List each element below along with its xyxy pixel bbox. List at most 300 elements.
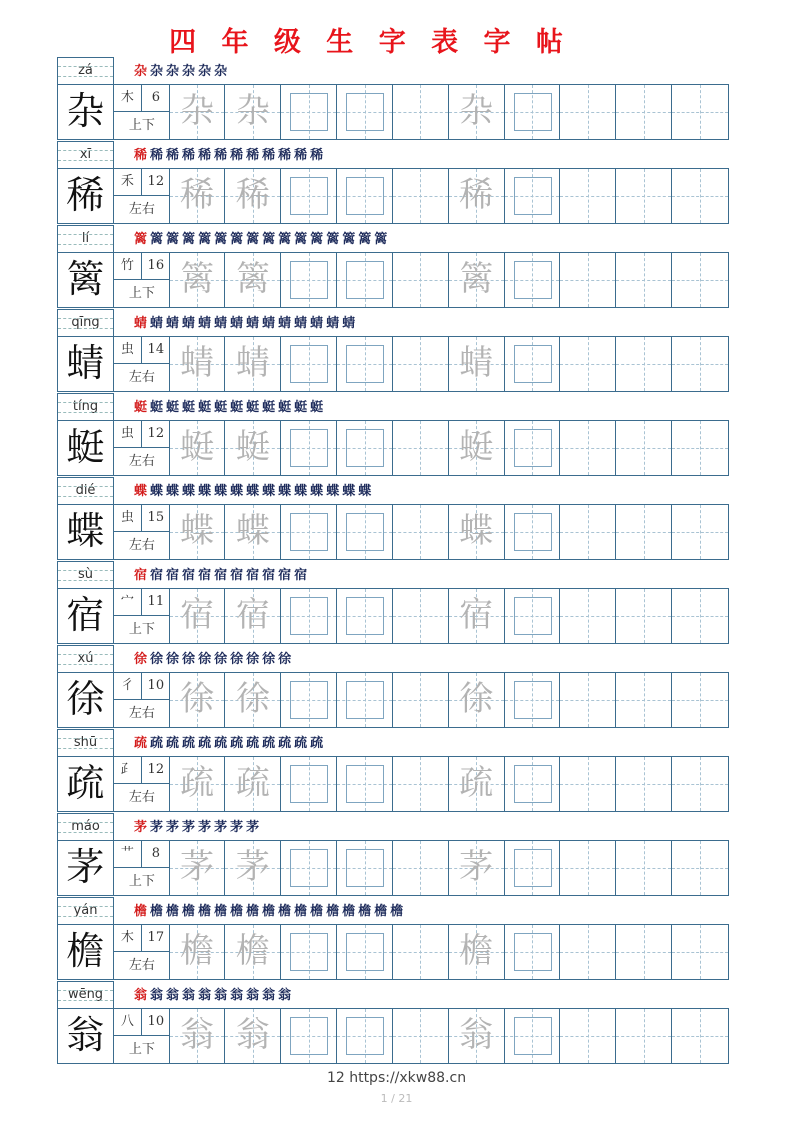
radical: 艹: [114, 841, 142, 868]
stroke-step: 篱: [342, 232, 359, 247]
practice-cell[interactable]: [616, 421, 672, 475]
stroke-step: 稀: [214, 148, 231, 163]
trace-cell[interactable]: [449, 85, 505, 139]
character-block: [57, 981, 729, 1065]
trace-cell[interactable]: [225, 253, 281, 307]
trace-cell[interactable]: [449, 1009, 505, 1063]
inner-box: [514, 93, 552, 131]
practice-cell[interactable]: [672, 337, 728, 391]
practice-cell[interactable]: [672, 757, 728, 811]
practice-cell[interactable]: [393, 1009, 449, 1063]
practice-cell[interactable]: [672, 673, 728, 727]
trace-character: 疏: [459, 763, 494, 803]
boxed-practice-cell[interactable]: [337, 1009, 393, 1063]
stroke-step: 蜓: [182, 400, 199, 415]
character-row: [57, 504, 729, 560]
practice-cell[interactable]: [616, 841, 672, 895]
stroke-step: 蜻: [310, 316, 327, 331]
trace-cell[interactable]: [170, 673, 226, 727]
practice-cell[interactable]: [560, 421, 616, 475]
trace-cell[interactable]: [170, 925, 226, 979]
stroke-step: 徐: [246, 652, 263, 667]
stroke-step: 篱: [246, 232, 263, 247]
boxed-practice-cell[interactable]: [505, 589, 561, 643]
model-character: 杂: [58, 85, 114, 139]
stroke-order: [134, 144, 326, 163]
inner-box: [290, 261, 328, 299]
practice-cell[interactable]: [672, 589, 728, 643]
trace-character: 稀: [459, 175, 494, 215]
stroke-order: [134, 732, 326, 751]
pinyin-row: [57, 645, 729, 672]
trace-cell[interactable]: [225, 169, 281, 223]
inner-box: [346, 681, 384, 719]
practice-cell[interactable]: [560, 1009, 616, 1063]
stroke-step: 杂: [134, 64, 151, 79]
stroke-step: 蜓: [198, 400, 215, 415]
boxed-practice-cell[interactable]: [337, 253, 393, 307]
stroke-step: 疏: [150, 736, 167, 751]
stroke-step: 蝶: [278, 484, 295, 499]
trace-character: 蜓: [235, 427, 270, 467]
stroke-step: 徐: [166, 652, 183, 667]
boxed-practice-cell[interactable]: [505, 757, 561, 811]
stroke-step: 蝶: [150, 484, 167, 499]
pinyin-row: [57, 309, 729, 336]
stroke-step: 徐: [150, 652, 167, 667]
inner-box: [514, 933, 552, 971]
stroke-step: 稀: [134, 148, 151, 163]
stroke-count: 8: [142, 841, 170, 868]
practice-cell[interactable]: [616, 925, 672, 979]
stroke-step: 蜓: [150, 400, 167, 415]
stroke-step: 篱: [214, 232, 231, 247]
practice-cell[interactable]: [393, 253, 449, 307]
stroke-count: 12: [142, 169, 170, 196]
stroke-step: 蝶: [198, 484, 215, 499]
trace-cell[interactable]: [449, 337, 505, 391]
boxed-practice-cell[interactable]: [505, 841, 561, 895]
boxed-practice-cell[interactable]: [505, 1009, 561, 1063]
boxed-practice-cell[interactable]: [505, 673, 561, 727]
stroke-step: 蜻: [166, 316, 183, 331]
trace-character: 宿: [235, 595, 270, 635]
trace-character: 徐: [235, 679, 270, 719]
boxed-practice-cell[interactable]: [505, 505, 561, 559]
inner-box: [290, 933, 328, 971]
stroke-step: 疏: [246, 736, 263, 751]
radical: 彳: [114, 673, 142, 700]
practice-cell[interactable]: [616, 169, 672, 223]
practice-cell[interactable]: [672, 85, 728, 139]
stroke-count: 10: [142, 1009, 170, 1036]
inner-box: [346, 261, 384, 299]
boxed-practice-cell[interactable]: [505, 925, 561, 979]
inner-box: [290, 597, 328, 635]
practice-cell[interactable]: [560, 673, 616, 727]
boxed-practice-cell[interactable]: [337, 673, 393, 727]
pinyin-row: [57, 897, 729, 924]
boxed-practice-cell[interactable]: [281, 337, 337, 391]
stroke-step: 蜻: [262, 316, 279, 331]
practice-cell[interactable]: [616, 505, 672, 559]
stroke-step: 蜓: [310, 400, 327, 415]
stroke-step: 檐: [134, 904, 151, 919]
stroke-step: 茅: [134, 820, 151, 835]
stroke-step: 疏: [294, 736, 311, 751]
stroke-step: 蜻: [230, 316, 247, 331]
trace-cell[interactable]: [225, 1009, 281, 1063]
pinyin: qīng: [58, 309, 114, 336]
trace-cell[interactable]: [170, 505, 226, 559]
practice-cell[interactable]: [616, 85, 672, 139]
practice-cell[interactable]: [393, 85, 449, 139]
trace-cell[interactable]: [449, 589, 505, 643]
stroke-step: 翁: [166, 988, 183, 1003]
pinyin-row: [57, 141, 729, 168]
stroke-step: 稀: [262, 148, 279, 163]
pinyin-row: [57, 477, 729, 504]
trace-character: 檐: [235, 931, 270, 971]
model-character: 疏: [58, 757, 114, 811]
stroke-count: 6: [142, 85, 170, 112]
stroke-step: 杂: [150, 64, 167, 79]
practice-cell[interactable]: [672, 925, 728, 979]
trace-character: 杂: [180, 91, 215, 131]
inner-box: [346, 849, 384, 887]
character-row: [57, 840, 729, 896]
practice-cell[interactable]: [560, 337, 616, 391]
pinyin: dié: [58, 477, 114, 504]
inner-box: [346, 93, 384, 131]
trace-character: 篱: [180, 259, 215, 299]
pinyin-row: [57, 393, 729, 420]
stroke-step: 蝶: [134, 484, 151, 499]
stroke-step: 蝶: [214, 484, 231, 499]
boxed-practice-cell[interactable]: [281, 253, 337, 307]
stroke-step: 檐: [342, 904, 359, 919]
stroke-step: 翁: [278, 988, 295, 1003]
stroke-step: 稀: [198, 148, 215, 163]
practice-cell[interactable]: [616, 1009, 672, 1063]
practice-cell[interactable]: [393, 337, 449, 391]
model-character: 翁: [58, 1009, 114, 1063]
trace-character: 稀: [235, 175, 270, 215]
trace-cell[interactable]: [225, 85, 281, 139]
stroke-step: 疏: [198, 736, 215, 751]
practice-cell[interactable]: [616, 337, 672, 391]
pinyin: lí: [58, 225, 114, 252]
practice-cell[interactable]: [560, 841, 616, 895]
trace-cell[interactable]: [225, 505, 281, 559]
trace-character: 蜓: [180, 427, 215, 467]
stroke-step: 茅: [230, 820, 247, 835]
trace-character: 徐: [459, 679, 494, 719]
stroke-step: 疏: [214, 736, 231, 751]
structure: 左右: [128, 538, 155, 553]
trace-cell[interactable]: [449, 925, 505, 979]
character-block: [57, 225, 729, 309]
trace-cell[interactable]: [170, 253, 226, 307]
character-block: [57, 57, 729, 141]
boxed-practice-cell[interactable]: [505, 337, 561, 391]
character-row: [57, 420, 729, 476]
structure: 左右: [128, 706, 155, 721]
boxed-practice-cell[interactable]: [505, 85, 561, 139]
boxed-practice-cell[interactable]: [281, 925, 337, 979]
practice-cell[interactable]: [393, 841, 449, 895]
practice-cell[interactable]: [560, 85, 616, 139]
boxed-practice-cell[interactable]: [281, 841, 337, 895]
character-row: [57, 1008, 729, 1064]
character-row: [57, 588, 729, 644]
practice-cell[interactable]: [560, 253, 616, 307]
practice-cell[interactable]: [560, 757, 616, 811]
boxed-practice-cell[interactable]: [281, 505, 337, 559]
stroke-step: 蝶: [358, 484, 375, 499]
stroke-step: 蜻: [246, 316, 263, 331]
boxed-practice-cell[interactable]: [281, 673, 337, 727]
character-block: [57, 897, 729, 981]
practice-cell[interactable]: [560, 589, 616, 643]
trace-cell[interactable]: [170, 169, 226, 223]
character-info: [114, 337, 170, 391]
stroke-step: 宿: [182, 568, 199, 583]
stroke-step: 篱: [278, 232, 295, 247]
trace-cell[interactable]: [225, 337, 281, 391]
boxed-practice-cell[interactable]: [337, 169, 393, 223]
inner-box: [346, 429, 384, 467]
trace-character: 蜻: [180, 343, 215, 383]
character-row: [57, 168, 729, 224]
trace-cell[interactable]: [170, 1009, 226, 1063]
practice-cell[interactable]: [672, 505, 728, 559]
trace-cell[interactable]: [225, 757, 281, 811]
stroke-step: 蝶: [166, 484, 183, 499]
stroke-step: 徐: [214, 652, 231, 667]
inner-box: [290, 681, 328, 719]
trace-cell[interactable]: [170, 841, 226, 895]
stroke-step: 蜻: [294, 316, 311, 331]
inner-box: [290, 93, 328, 131]
trace-cell[interactable]: [449, 673, 505, 727]
trace-cell[interactable]: [225, 589, 281, 643]
boxed-practice-cell[interactable]: [505, 421, 561, 475]
character-info: [114, 505, 170, 559]
stroke-order: [134, 228, 390, 247]
practice-cell[interactable]: [672, 1009, 728, 1063]
trace-cell[interactable]: [170, 85, 226, 139]
model-character: 檐: [58, 925, 114, 979]
trace-character: 疏: [235, 763, 270, 803]
stroke-step: 徐: [134, 652, 151, 667]
stroke-step: 宿: [214, 568, 231, 583]
trace-character: 茅: [235, 847, 270, 887]
trace-cell[interactable]: [449, 253, 505, 307]
practice-cell[interactable]: [393, 169, 449, 223]
boxed-practice-cell[interactable]: [505, 253, 561, 307]
trace-character: 蝶: [235, 511, 270, 551]
stroke-order: [134, 396, 326, 415]
stroke-step: 蜻: [134, 316, 151, 331]
pinyin: wēng: [58, 981, 114, 1008]
stroke-step: 檐: [278, 904, 295, 919]
practice-cell[interactable]: [393, 589, 449, 643]
stroke-step: 篱: [326, 232, 343, 247]
practice-cell[interactable]: [616, 673, 672, 727]
structure: 上下: [128, 118, 155, 133]
trace-cell[interactable]: [449, 757, 505, 811]
stroke-step: 茅: [214, 820, 231, 835]
boxed-practice-cell[interactable]: [281, 421, 337, 475]
stroke-step: 翁: [246, 988, 263, 1003]
trace-cell[interactable]: [170, 757, 226, 811]
structure: 左右: [128, 202, 155, 217]
stroke-step: 宿: [166, 568, 183, 583]
pinyin: xī: [58, 141, 114, 168]
pinyin: yán: [58, 897, 114, 924]
boxed-practice-cell[interactable]: [281, 1009, 337, 1063]
stroke-step: 篱: [182, 232, 199, 247]
structure: 左右: [128, 790, 155, 805]
stroke-step: 檐: [166, 904, 183, 919]
trace-cell[interactable]: [449, 505, 505, 559]
boxed-practice-cell[interactable]: [337, 757, 393, 811]
practice-cell[interactable]: [393, 673, 449, 727]
trace-character: 杂: [459, 91, 494, 131]
practice-cell[interactable]: [393, 505, 449, 559]
page-title: 四 年 级 生 字 表 字 帖: [169, 27, 571, 58]
trace-cell[interactable]: [170, 421, 226, 475]
boxed-practice-cell[interactable]: [337, 505, 393, 559]
stroke-order: [134, 480, 374, 499]
stroke-step: 徐: [278, 652, 295, 667]
stroke-step: 宿: [198, 568, 215, 583]
practice-cell[interactable]: [560, 925, 616, 979]
practice-cell[interactable]: [560, 169, 616, 223]
stroke-step: 篱: [150, 232, 167, 247]
inner-box: [346, 345, 384, 383]
stroke-step: 蝶: [310, 484, 327, 499]
trace-character: 蜻: [235, 343, 270, 383]
stroke-step: 篱: [198, 232, 215, 247]
character-info: [114, 589, 170, 643]
character-row: [57, 84, 729, 140]
structure: 上下: [128, 622, 155, 637]
stroke-step: 稀: [150, 148, 167, 163]
practice-cell[interactable]: [393, 757, 449, 811]
trace-cell[interactable]: [449, 421, 505, 475]
stroke-step: 宿: [230, 568, 247, 583]
boxed-practice-cell[interactable]: [337, 85, 393, 139]
inner-box: [346, 177, 384, 215]
trace-character: 宿: [459, 595, 494, 635]
model-character: 茅: [58, 841, 114, 895]
stroke-step: 茅: [198, 820, 215, 835]
practice-cell[interactable]: [672, 253, 728, 307]
stroke-step: 蜻: [342, 316, 359, 331]
stroke-step: 蜻: [198, 316, 215, 331]
boxed-practice-cell[interactable]: [337, 421, 393, 475]
practice-cell[interactable]: [616, 757, 672, 811]
boxed-practice-cell[interactable]: [505, 169, 561, 223]
structure: 左右: [128, 958, 155, 973]
trace-cell[interactable]: [225, 673, 281, 727]
stroke-order: [134, 648, 294, 667]
stroke-step: 檐: [246, 904, 263, 919]
trace-cell[interactable]: [225, 421, 281, 475]
model-character: 蝶: [58, 505, 114, 559]
practice-cell[interactable]: [393, 421, 449, 475]
stroke-step: 茅: [166, 820, 183, 835]
boxed-practice-cell[interactable]: [281, 85, 337, 139]
pinyin-row: [57, 813, 729, 840]
trace-cell[interactable]: [170, 337, 226, 391]
trace-cell[interactable]: [225, 925, 281, 979]
stroke-step: 徐: [182, 652, 199, 667]
stroke-step: 篱: [374, 232, 391, 247]
boxed-practice-cell[interactable]: [337, 925, 393, 979]
boxed-practice-cell[interactable]: [337, 841, 393, 895]
boxed-practice-cell[interactable]: [281, 757, 337, 811]
character-row: [57, 672, 729, 728]
trace-cell[interactable]: [170, 589, 226, 643]
model-character: 稀: [58, 169, 114, 223]
practice-cell[interactable]: [672, 421, 728, 475]
inner-box: [290, 177, 328, 215]
trace-cell[interactable]: [225, 841, 281, 895]
practice-cell[interactable]: [393, 925, 449, 979]
pinyin-row: [57, 981, 729, 1008]
stroke-step: 蝶: [246, 484, 263, 499]
boxed-practice-cell[interactable]: [337, 337, 393, 391]
stroke-step: 蜻: [214, 316, 231, 331]
stroke-step: 茅: [150, 820, 167, 835]
trace-character: 檐: [180, 931, 215, 971]
stroke-step: 蜓: [278, 400, 295, 415]
trace-cell[interactable]: [449, 169, 505, 223]
practice-cell[interactable]: [672, 169, 728, 223]
radical: 木: [114, 85, 142, 112]
stroke-step: 宿: [294, 568, 311, 583]
trace-character: 蝶: [180, 511, 215, 551]
practice-cell[interactable]: [616, 253, 672, 307]
character-info: [114, 841, 170, 895]
trace-character: 蝶: [459, 511, 494, 551]
stroke-step: 篱: [310, 232, 327, 247]
trace-character: 蜓: [459, 427, 494, 467]
stroke-step: 檐: [390, 904, 407, 919]
boxed-practice-cell[interactable]: [337, 589, 393, 643]
stroke-step: 徐: [230, 652, 247, 667]
trace-cell[interactable]: [449, 841, 505, 895]
boxed-practice-cell[interactable]: [281, 169, 337, 223]
practice-cell[interactable]: [560, 505, 616, 559]
stroke-step: 稀: [182, 148, 199, 163]
stroke-step: 篱: [358, 232, 375, 247]
inner-box: [514, 681, 552, 719]
practice-cell[interactable]: [672, 841, 728, 895]
stroke-count: 12: [142, 421, 170, 448]
practice-cell[interactable]: [616, 589, 672, 643]
structure: 上下: [128, 874, 155, 889]
stroke-step: 檐: [214, 904, 231, 919]
structure: 上下: [128, 1042, 155, 1057]
character-block: [57, 393, 729, 477]
character-block: [57, 645, 729, 729]
model-character: 宿: [58, 589, 114, 643]
boxed-practice-cell[interactable]: [281, 589, 337, 643]
